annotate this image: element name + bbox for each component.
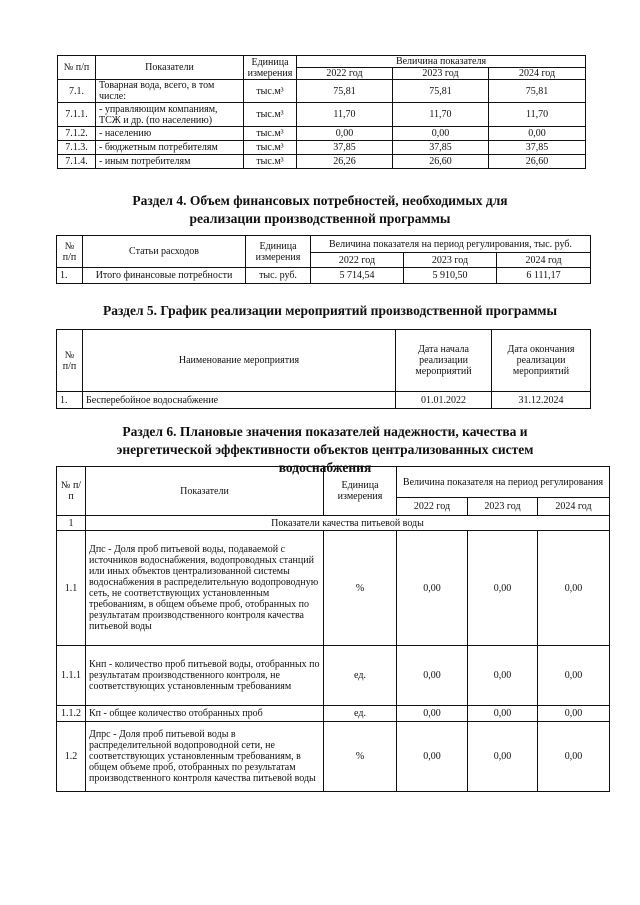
header-2024: 2024 год bbox=[497, 253, 591, 268]
row-start: 01.01.2022 bbox=[396, 392, 492, 409]
row-unit: тыс. руб. bbox=[246, 268, 311, 284]
table-row bbox=[58, 155, 586, 169]
header-name: Статьи расходов bbox=[83, 236, 246, 268]
row-2023: 11,70 bbox=[393, 103, 489, 127]
row-unit: ед. bbox=[324, 646, 397, 706]
row-2024: 0,00 bbox=[489, 127, 586, 141]
row-num: 1.1 bbox=[57, 531, 86, 646]
row-unit: % bbox=[324, 722, 397, 792]
row-name: Товарная вода, всего, в том числе: bbox=[96, 80, 244, 103]
row-name: Итого финансовые потребности bbox=[83, 268, 246, 284]
row-unit: тыс.м³ bbox=[244, 141, 297, 155]
row-num: 7.1.3. bbox=[58, 141, 96, 155]
row-2022: 26,26 bbox=[297, 155, 393, 169]
row-unit: % bbox=[324, 531, 397, 646]
row-num: 1.2 bbox=[57, 722, 86, 792]
row-2022: 0,00 bbox=[397, 722, 468, 792]
row-2022: 5 714,54 bbox=[311, 268, 404, 284]
header-2022: 2022 год bbox=[311, 253, 404, 268]
row-2024: 26,60 bbox=[489, 155, 586, 169]
row-unit: тыс.м³ bbox=[244, 127, 297, 141]
row-name: Кп - общее количество отобранных проб bbox=[86, 706, 324, 722]
row-num: 7.1.1. bbox=[58, 103, 96, 127]
header-value: Величина показателя на период регулирования bbox=[397, 467, 610, 498]
group-num: 1 bbox=[57, 516, 86, 531]
row-2022: 0,00 bbox=[397, 646, 468, 706]
row-2024: 0,00 bbox=[538, 531, 610, 646]
row-2022: 0,00 bbox=[397, 531, 468, 646]
header-2024: 2024 год bbox=[538, 498, 610, 516]
row-end: 31.12.2024 bbox=[492, 392, 591, 409]
row-2023: 0,00 bbox=[468, 646, 538, 706]
row-2023: 0,00 bbox=[468, 706, 538, 722]
section4-title: Раздел 4. Объем финансовых потребностей, необходимых для реализации производственной программы bbox=[132, 193, 508, 226]
row-num: 7.1.2. bbox=[58, 127, 96, 141]
row-name: - бюджетным потребителям bbox=[96, 141, 244, 155]
header-unit: Единица измерения bbox=[324, 467, 397, 516]
table-schedule bbox=[56, 329, 591, 409]
table-water-volumes bbox=[57, 55, 586, 169]
header-name: Наименование мероприятия bbox=[83, 330, 396, 392]
row-unit: тыс.м³ bbox=[244, 80, 297, 103]
table-row bbox=[58, 103, 586, 127]
table-quality-indicators bbox=[56, 466, 610, 792]
header-value: Величина показателя на период регулирования, тыс. руб. bbox=[311, 236, 591, 253]
header-2023: 2023 год bbox=[468, 498, 538, 516]
header-unit: Единица измерения bbox=[244, 56, 297, 80]
header-num: № п/п bbox=[57, 467, 86, 516]
group-row bbox=[57, 516, 610, 531]
row-num: 1. bbox=[57, 268, 83, 284]
header-value: Величина показателя bbox=[297, 56, 586, 68]
table-row bbox=[57, 268, 591, 284]
row-unit: ед. bbox=[324, 706, 397, 722]
row-2024: 6 111,17 bbox=[497, 268, 591, 284]
row-2022: 11,70 bbox=[297, 103, 393, 127]
row-2023: 0,00 bbox=[468, 722, 538, 792]
section6-title: Раздел 6. Плановые значения показателей надежности, качества и энергетической эффективности объектов централизованных систем водоснабжения bbox=[116, 424, 534, 475]
table-row bbox=[57, 392, 591, 409]
row-2024: 11,70 bbox=[489, 103, 586, 127]
table-row bbox=[57, 531, 610, 646]
row-name: Кнп - количество проб питьевой воды, отобранных по результатам производственного контроля, не соответствующих установленным требованиям bbox=[86, 646, 324, 706]
row-name: Дпрс - Доля проб питьевой воды в распределительной водопроводной сети, не соответствующих установленным требованиям, в общем объеме проб, отобранных по результатам производственного контроля качества питьевой воды bbox=[86, 722, 324, 792]
row-2022: 75,81 bbox=[297, 80, 393, 103]
header-name: Показатели bbox=[86, 467, 324, 516]
row-num: 1.1.2 bbox=[57, 706, 86, 722]
row-2024: 37,85 bbox=[489, 141, 586, 155]
header-num: № п/п bbox=[57, 330, 83, 392]
row-2023: 0,00 bbox=[393, 127, 489, 141]
row-num: 7.1. bbox=[58, 80, 96, 103]
header-2022: 2022 год bbox=[297, 68, 393, 80]
row-2022: 37,85 bbox=[297, 141, 393, 155]
row-unit: тыс.м³ bbox=[244, 103, 297, 127]
header-end: Дата окончания реализации мероприятий bbox=[492, 330, 591, 392]
header-num: № п/п bbox=[57, 236, 83, 268]
row-2022: 0,00 bbox=[297, 127, 393, 141]
row-name: Бесперебойное водоснабжение bbox=[83, 392, 396, 409]
row-2024: 0,00 bbox=[538, 646, 610, 706]
row-2024: 75,81 bbox=[489, 80, 586, 103]
header-2023: 2023 год bbox=[404, 253, 497, 268]
table-row bbox=[57, 722, 610, 792]
row-num: 1.1.1 bbox=[57, 646, 86, 706]
header-2024: 2024 год bbox=[489, 68, 586, 80]
row-2023: 37,85 bbox=[393, 141, 489, 155]
table-row bbox=[57, 646, 610, 706]
header-2023: 2023 год bbox=[393, 68, 489, 80]
row-2023: 26,60 bbox=[393, 155, 489, 169]
row-name: - управляющим компаниям, ТСЖ и др. (по населению) bbox=[96, 103, 244, 127]
row-num: 1. bbox=[57, 392, 83, 409]
table-row bbox=[57, 706, 610, 722]
header-name: Показатели bbox=[96, 56, 244, 80]
table-row bbox=[58, 80, 586, 103]
group-name: Показатели качества питьевой воды bbox=[86, 516, 610, 531]
header-2022: 2022 год bbox=[397, 498, 468, 516]
table-row bbox=[58, 127, 586, 141]
row-name: - населению bbox=[96, 127, 244, 141]
row-unit: тыс.м³ bbox=[244, 155, 297, 169]
row-name: Дпс - Доля проб питьевой воды, подаваемой с источников водоснабжения, водопроводных станций или иных объектов централизованной системы водоснабжения в распределительную водопроводную сеть, не соответствующих установленным требованиям, в общем объеме проб, отобранных по результатам производственного контроля качества питьевой воды bbox=[86, 531, 324, 646]
table-financial-needs bbox=[56, 235, 591, 284]
row-2024: 0,00 bbox=[538, 706, 610, 722]
row-2024: 0,00 bbox=[538, 722, 610, 792]
row-name: - иным потребителям bbox=[96, 155, 244, 169]
header-num: № п/п bbox=[58, 56, 96, 80]
row-2023: 5 910,50 bbox=[404, 268, 497, 284]
row-2022: 0,00 bbox=[397, 706, 468, 722]
section5-title: Раздел 5. График реализации мероприятий производственной программы bbox=[102, 303, 558, 318]
row-2023: 0,00 bbox=[468, 531, 538, 646]
row-2023: 75,81 bbox=[393, 80, 489, 103]
row-num: 7.1.4. bbox=[58, 155, 96, 169]
header-start: Дата начала реализации мероприятий bbox=[396, 330, 492, 392]
table-row bbox=[58, 141, 586, 155]
header-unit: Единица измерения bbox=[246, 236, 311, 268]
